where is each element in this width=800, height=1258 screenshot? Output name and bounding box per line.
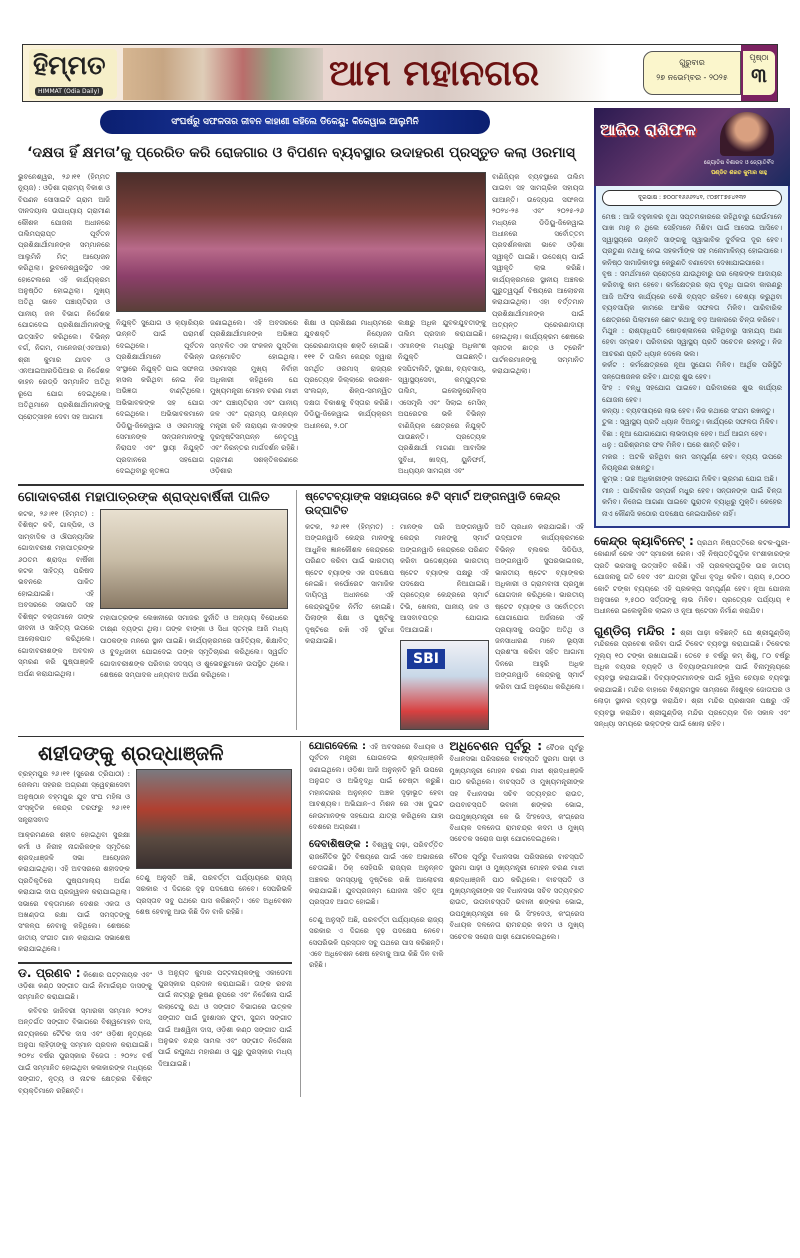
lead-col-3: ଜଣାଇଥିଲେ। ଏହି ଅବସରରେ ପ୍ରଶିକ୍ଷାର୍ଥୀମାନଙ୍କ ଅଭିଜ୍ଞତା ସମ୍ବଳିତ ଏକ ସଂକଳନ ପୁସ୍ତିକା ଉନ୍ମୋଚିତ ହୋଇଥିଲା। ଓରମାସ୍‌ର ମୁଖ୍ୟ ନିର୍ବାହୀ ଅଧିକାରୀ କହିଥିଲେ ଯେ ମୁଖ୍ୟମନ୍ତ୍ରୀ ମୋହନ ଚରଣ ମାଝୀ ଏବଂ ପଞ୍ଚାୟତିରାଜ ଏବଂ ପାନୀୟ ଜଳ ଏବଂ ଗ୍ରାମ୍ୟ ଉନ୍ନୟନ ମନ୍ତ୍ରୀ ରବି ନାରାୟଣ ନାଏକଙ୍କ ଦୂରଦୃଷ୍ଟିସମ୍ପନ୍ନ ନେତୃତ୍ୱ ଏବଂ ନିରନ୍ତର ମାର୍ଗଦର୍ଶନ ରହିଛି। ଗ୍ରାମୀଣ ସଶକ୍ତିକରଣରେ ଓଡ଼ିଶାର [210, 319, 298, 476]
lead-col-6: ବାଣିଜ୍ୟିକ ବ୍ୟବସ୍ଥାରେ ତାଲିମ ପାଇବା ସହ ସାମଗ୍ରିକ ସହାୟତା ପାଆନ୍ତି। ଉଦ୍ୟୋଗ ସଫଳତା ୨୦୨୪-୨୫ ଏବଂ ୨୦୨୫-୨୬ ମଧ୍ୟରେ ଡିଡିୟୁ-ଜିକେୱାଇ ଅଧୀନରେ ସର୍ବୋତ୍ତମ ପ୍ରଦର୍ଶନକାରୀ ଭାବେ ଓଡ଼ିଶା ସ୍ୱୀକୃତି ପାଇଛି। ଉଦ୍ଦେଶ୍ୟ ପାଇଁ ସ୍ୱୀକୃତି ଲାଭ କରିଛି। କାର୍ଯ୍ୟକ୍ରମରେ ସ୍ଥାନୀୟ ଅଞ୍ଚଳର ଗୁରୁତ୍ୱପୂର୍ଣ ବିଷୟରେ ଆଲୋଚନା କରାଯାଇଥିଲା। ଏହା ବର୍ତ୍ତମାନ ପ୍ରଶିକ୍ଷାର୍ଥୀମାନଙ୍କ ପାଇଁ ଅତ୍ୟନ୍ତ ପ୍ରେରଣାଦାୟୀ ହୋଇଥିଲା। କାର୍ଯ୍ୟକ୍ରମ ଶେଷରେ ସ୍ନାତକ ଛାତ୍ର ଓ ଟ୍ରେନିଂ ପାର୍ଟନରମାନଙ୍କୁ ସମ୍ମାନିତ କରାଯାଇଥିଲା। [492, 173, 584, 375]
lead-headline: ‘ଦକ୍ଷତା ହିଁ କ୍ଷମତା’କୁ ପ୍ରେରିତ କରି ରୋଜଗାର ଓ ବିପଣନ ବ୍ୟବସ୍ଥାର ଉଦାହରଣ ପ୍ରସ୍ତୁତ କଲା ଓରମାସ୍ [27, 145, 575, 161]
anganwadi-headline: ଷ୍ଟେଟବ୍ୟାଙ୍କ ସହାୟତାରେ ୫ଟି ସ୍ମାର୍ଟ ଅଙ୍ଗନୱାଡି କେନ୍ଦ୍ର ଉଦ୍‌ଘାଟିତ [305, 490, 561, 517]
horoscope-body-box [594, 186, 790, 528]
lead-col-1: ଭୁବନେଶ୍ୱର, ୨୬।୧୧ (ହିମ୍ମତ ନ୍ୟୁଜ) : ଓଡ଼ିଶା ଗ୍ରାମ୍ୟ ବିକାଶ ଓ ବିପଣନ ସୋସାଇଟି ଗ୍ରାମ ଆଜି ଦୀନଦୟାଲ ଉପାଧ୍ୟାୟ ଗ୍ରାମୀଣ କୌଶଳ ଯୋଜନା ଅଧୀନରେ ତାଲିମପ୍ରାପ୍ତ ପୂର୍ବତନ ପ୍ରଶିକ୍ଷାର୍ଥୀମାନଙ୍କ ସମ୍ମାନରେ ଆଲୁମିନି ମିଟ୍ ଆୟୋଜନ କରିଥିଲା। ଭୁବନେଶ୍ୱରସ୍ଥିତ ଏକ ହୋଟେଲରେ ଏହି କାର୍ଯ୍ୟକ୍ରମ ଅନୁଷ୍ଠିତ ହୋଇଥିଲା। ମୁଖ୍ୟ ଅତିଥି ଭାବେ ପଞ୍ଚାୟତିରାଜ ଓ ପାନୀୟ ଜଳ ବିଭାଗ ନିର୍ଦ୍ଦେଶକ ଯୋଗଦେଇ ପ୍ରଶିକ୍ଷାର୍ଥୀମାନଙ୍କୁ ଉତ୍ସାହିତ କରିଥିଲେ। ବିଭିନ୍ନ ବର୍ଗ, ନିଗମ, ମାନେଜର(ଏଚଆର) ଶ୍ରୀ କୁମାର ଯାଦବ ଓ ଏନଆଇଆରଡିପିଆର ର ନିର୍ଦ୍ଦେଶକ କାହନ ରେଡ୍ଡି ସମ୍ମାନିତ ଅତିଥି ରୂପେ ଯୋଗ ଦେଇଥିଲେ। ଅତିଥିମାନେ ପ୍ରଶିକ୍ଷାର୍ଥୀମାନଙ୍କୁ ପ୍ରୋତ୍ସାହନ ଦେବା ସହ ଆଗାମୀ [18, 173, 110, 421]
gundicha-lead [594, 623, 790, 731]
shahid-body: ଆକ୍ରମଣରେ ଶହୀଦ ହୋଇଥିବା ସୁରକ୍ଷା କର୍ମୀ ଓ ନିରୀହ ନାଗରିକଙ୍କ ସ୍ମୃତିରେ ଶ୍ରଦ୍ଧାଞ୍ଜଳି ସଭା ଆୟୋଜନ କରାଯାଇଥିଲା। ଏହି ଅବସରରେ ଶହୀଦଙ୍କ ପ୍ରତିକୃତିରେ ପୁଷ୍ପମାଲ୍ୟ ଅର୍ପଣ କରାଯାଇ ଦୀପ ପ୍ରଜ୍ୱଳନ କରାଯାଇଥିଲା। ସଭାରେ ବକ୍ତାମାନେ ଦେଶର ଏକତା ଓ ଅଖଣ୍ଡତା ରକ୍ଷା ପାଇଁ ସମସ୍ତଙ୍କୁ ସଂକଳ୍ପ ନେବାକୁ କହିଥିଲେ। ଶେଷରେ ଜାତୀୟ ସଂଗୀତ ଗାନ କରାଯାଇ ସଭାଶେଷ କରାଯାଇଥିଲେ। [18, 831, 130, 954]
horoscope-text: ମେଷ : ଆଜି ବହୁକାଳର ବୃଥା ସପ୍ତମକାରରେ ରହିଥିବାରୁ ଯେଉଁମାନେ ପାଖ ମାନୁ ନ ଥିଲେ ସେହିମାନେ ମିଶିବା ପାଇଁ ଆସେଇ ଆସିବେ। ସ୍ୱାସ୍ଥ୍ୟରେ ଉନ୍ନତି ସାଙ୍ଗକୁ ସ୍ୱାଭାବିକ ଦୁର୍ବଳତା ଦୂର ହେବ। ପ୍ରତୁଣା ନଥାକୁ ନେଇ ସହକର୍ମୀଙ୍କ ସହ ମନୋମାଳିନ୍ୟ ହୋଇପାରେ। କନିଷ୍ଠ ସାମାଜିକାବସ୍ଥା କେରୁଣତି ବଣାଦେବା ଦେଖାଯାଇପାରେ। ବୃଷ : ସମର୍ଥମାନେ ପ୍ରୋତ୍ସେ ଯାଉଥିବାରୁ ପର ଲୋକଙ୍କ ଆଦାୟର କରିବାକୁ କାମ ହେବେ। କର୍ମକ୍ଷେତ୍ରର ଚାପ ବୃଦ୍ଧି ପାଇବା କାରଣରୁ ଆଜି ଅଫିସ କାର୍ଯ୍ୟରେ ବେଶି ବ୍ୟସ୍ତ ରହିବେ। ବେଶ୍ୟା କରୁଥିବା ବ୍ୟବସାୟିକ କାମରେ ଆଂଶିକ ସଫଳତା ମିଳିବ। ପାରିବାରିକ କ୍ଷେତ୍ରରେ ପିଲାମାନେ ଛୋଟ କଥାକୁ ବଡ଼ ଆକାରରେ ଚିନ୍ତା କରିବେ। ମିଥୁନ : ରାଶ୍ୟାଧିପତି ଷୋଡ଼ଶ୍ଳାନରେ ରହିଥିବାରୁ ସାହାଯ୍ୟ ଅଣା ହେବା ସମ୍ଭବ। ପରିବାରର ସ୍ୱାସ୍ଥ୍ୟ ପ୍ରତି ସଚେତନ ରହନ୍ତୁ। ନିଜ ଆଚରଣ ପ୍ରତି ଧ୍ୟାନ ଦେଲେ ଭଲ। କର୍କଟ : କର୍ମକ୍ଷେତ୍ରରେ ନୂଆ ସୁଯୋଗ ମିଳିବ। ଆର୍ଥିକ ପରିସ୍ଥିତି ସନ୍ତୋଷଜନକ ରହିବ। ଯାତ୍ରା ଶୁଭ ହେବ। ସିଂହ : ବନ୍ଧୁ ସହଯୋଗ ପାଇବେ। ପରିବାରରେ ଶୁଭ କାର୍ଯ୍ୟର ଯୋଜନା ହେବ। କନ୍ୟା : ବ୍ୟବସାୟରେ ଲାଭ ହେବ। ନିଜ କଥାରେ ସଂଯମ ରଖନ୍ତୁ। ତୁଳା : ସ୍ୱାସ୍ଥ୍ୟ ପ୍ରତି ଧ୍ୟାନ ଦିଅନ୍ତୁ। କାର୍ଯ୍ୟରେ ସଫଳତା ମିଳିବ। ବିଛା : ନୂଆ ଯୋଗାଯୋଗ ଲାଭଦାୟକ ହେବ। ଅର୍ଥ ଆଗମ ହେବ। ଧନୁ : ପରିଶ୍ରମର ଫଳ ମିଳିବ। ଘରେ ଶାନ୍ତି ରହିବ। ମକର : ଅଟକି ରହିଥିବା କାମ ସମ୍ପୂର୍ଣ୍ଣ ହେବ। ବ୍ୟୟ ଉପରେ ନିୟନ୍ତ୍ରଣ ରଖନ୍ତୁ। କୁମ୍ଭ : ଉଚ୍ଚ ଅଧିକାରୀଙ୍କ ସହଯୋଗ ମିଳିବ। ଭ୍ରମଣ ଯୋଗ ଅଛି। ମୀନ : ପାରିବାରିକ ସମ୍ପର୍କ ମଧୁର ହେବ। ସନ୍ତାନଙ୍କ ପାଇଁ ଚିନ୍ତା କମିବ। ନିଜେଇ ଆଗଣା ପାଇବେ ପୁରାତନ ବ୍ୟାଧିରୁ ମୁକ୍ତି। କେହେର ନାଏ କୌଣସି କଠୋର ପଦକ୍ଷେପ ନେଇପାରିବେ ନାହିଁ। [602, 213, 782, 518]
horoscope-title: ଆଜିର ରାଶିଫଳ [600, 120, 696, 139]
lead-text: ବୈଠକ ପୂର୍ବରୁ ବିଧାନସଭା ପରିସରରେ ବାଚସ୍ପତି ସୁରମା ପାଢ଼ୀ ଓ ମୁଖ୍ୟମନ୍ତ୍ରୀ ମୋହନ ଚରଣ ମାଝୀ ଶ୍ରଦ୍ଧାଞ୍ଜଳି ପାଠ କରିଥିଲେ। ବାଚସ୍ପତି ଓ ମୁଖ୍ୟମନ୍ତ୍ରୀଙ୍କ ସହ ବିଧାନସଭା ସଚିବ ସତ୍ୟବ୍ରତ ରାଉତ, ଉପବାଚସ୍ପତି ଭବାନୀ ଶଙ୍କର ଭୋଇ, ଉପମୁଖ୍ୟମନ୍ତ୍ରୀ କେ ଭି ସିଂହଦେଓ, କଂଗ୍ରେସ ବିଧାୟକ ଦଳନେତା ରାମଚନ୍ଦ୍ର କଦମ ଓ ମୁଖ୍ୟ ସଚେତକ ସରୋଜ ପାଢ଼ୀ ଯୋଗଦେଇଥିଲେ। [449, 744, 584, 844]
anganwadi-photo [400, 640, 489, 730]
pranab-block [18, 965, 292, 1097]
lead-label: ଅଧିବେଶନ ପୂର୍ବରୁ : [449, 739, 542, 754]
logo-text: ହିମ୍ମତ [33, 51, 106, 81]
anganwadi-block [305, 490, 584, 730]
page-title: ଆମ ମହାନଗର [329, 52, 540, 94]
newspaper-logo [29, 49, 117, 99]
assembly-lead-1 [309, 741, 444, 833]
author-name: ପଣ୍ଡିତ ଶରତ କୁମାର ସାହୁ [711, 170, 767, 176]
anganwadi-col-1: କଟକ, ୨୬।୧୧ (ହିମ୍ମତ) : ଅଙ୍ଗନୱାଡି କେନ୍ଦ୍ର ମାନଙ୍କୁ ଆଧୁନିକ ଜ୍ଞାନକୌଶଳ କେନ୍ଦ୍ରରେ ପରିଣତ କରିବା ପାଇଁ ଭାରତୀୟ ଷ୍ଟେଟ ବ୍ୟାଙ୍କ ଏକ ପଦକ୍ଷେପ ନେଇଛି। କର୍ପୋରେଟ ସାମାଜିକ ଦାୟିତ୍ୱ ଅଧୀନରେ ଏହି କେନ୍ଦ୍ରଗୁଡ଼ିକ ନିର୍ମିତ ହୋଇଛି। ପିଲାଙ୍କ ଶିକ୍ଷା ଓ ପୁଷ୍ଟିକୁ ଦୃଷ୍ଟିରେ ରଖି ଏହି ସୁବିଧା କରାଯାଇଛି। [305, 523, 394, 646]
cabinet-lead [594, 536, 790, 618]
lead-text: ବିଶ୍ୱକୁ ଗଢ଼ା, ପରିବର୍ତ୍ତିତ ରାଜନୈତିକ ସ୍ଥିତି ବିଷୟରେ ପାଇଁ ଏବେ ଅଭାରରେ ଚେତାଇଛି। ଠିକ୍ ସେହିପରି ରାଜ୍ୟର ଅନୁନ୍ନତ ଅଞ୍ଚଳର ସମସ୍ୟାକୁ ଦୃଷ୍ଟିରେ ରଖି ଆଲୋଚନା କରାଯାଇଛି। ଯୁବପ୍ରଜନ୍ମ ଯୋଜନା ସହିତ ନୂଆ ପ୍ରସ୍ତାବ ଆଗତ ହୋଇଛି। [309, 841, 444, 907]
issue-day: ଗୁରୁବାର [679, 58, 705, 67]
shahid-body-continued: ତେଣୁ ଅନୁସ୍ତି ଅଛି, ପରବର୍ତ୍ତୀ ପର୍ଯ୍ୟାୟରେ ରାଜ୍ୟ ସରକାର ଏ ଦିଗରେ ଦୃଢ଼ ପଦକ୍ଷେପ ନେବେ। ସେପରିଭଳି ପ୍ରସ୍ତାବ ସବୁ ପଥରେ ପାସ କରିଛନ୍ତି। ଏବେ ଅଧିବେଶନ ଶେଷ ହେବାକୁ ଆଉ କିଛି ଦିନ ବାକି ରହିଛି। [136, 874, 292, 917]
assembly-lead-2 [309, 839, 444, 908]
godabarish-body: ମହାପାତ୍ରଙ୍କ ଲେଖନୀରେ ସମାଜର ଦୁର୍ନୀତି ଓ ଅନ୍ୟାୟ ବିରୋଧରେ ତୀକ୍ଷ୍ଣ ବ୍ୟଙ୍ଗ ଥିଲା। ତାଙ୍କ ବାଙ୍କା ଓ ସିଧା ସ୍ତମ୍ଭ ଆଜି ମଧ୍ୟ ପାଠକଙ୍କ ମନରେ ସ୍ଥାନ ପାଇଛି। କାର୍ଯ୍ୟକ୍ରମରେ ସାହିତ୍ୟିକ, ଶିକ୍ଷାବିତ୍ ଓ ବୁଦ୍ଧିଜୀବୀ ଯୋଗଦେଇ ତାଙ୍କ ସ୍ମୃତିଚାରଣ କରିଥିଲେ। ସ୍ୱର୍ଗତ ଗୋଦାବରୀଶଙ୍କ ପରିବାର ସଦସ୍ୟ ଓ ଶୁଭେଚ୍ଛୁମାନେ ଉପସ୍ଥିତ ଥିଲେ। ଶେଷରେ ସମ୍ପାଦକ ଧନ୍ୟବାଦ ଅର୍ପଣ କରିଥିଲେ। [100, 614, 288, 680]
middle-flow [18, 484, 584, 1097]
godabarish-intro: କଟକ, ୨୬।୧୧ (ହିମ୍ମତ) : ବିଶିଷ୍ଟ କବି, ଗାଳ୍ପିକ, ଓ ସାମ୍ବାଦିକ ଓ ଔପନ୍ୟାସିକ ଗୋଦାବରୀଶ ମହାପାତ୍ରଙ୍କ ୬୦ତମ ଶ୍ରାଦ୍ଧ ବାର୍ଷିକୀ କଟକ ସାହିତ୍ୟ ପରିଷଦ ଭବନରେ ପାଳିତ ହୋଇଯାଇଛି। ଏହି ଅବସରରେ ସଭାପତି ସହ ବିଶିଷ୍ଟ ବକ୍ତାମାନେ ତାଙ୍କ ଜୀବନୀ ଓ ସାହିତ୍ୟ ଉପରେ ଆଲୋକପାତ କରିଥିଲେ। ଗୋଦାବରୀଶଙ୍କ ଅବଦାନ ସ୍ମରଣ କରି ପୁଷ୍ପାଞ୍ଜଳି ଅର୍ପଣ କରାଯାଇଥିଲା। [18, 510, 94, 678]
divider [18, 484, 584, 486]
lead-label: ଗୁଣ୍ଡିଚା ମନ୍ଦିର : [594, 623, 676, 638]
author-title: ଜ୍ୟୋତିଷ ବିଶାରଦ ଓ ଜ୍ୟୋତିର୍ବିଦ [703, 160, 775, 166]
anganwadi-col-2: ମାନଙ୍କ ପରି ଅଙ୍ଗନୱାଡି କେନ୍ଦ୍ର ମାନଙ୍କୁ ସ୍ମାର୍ଟ ଅଙ୍ଗନୱାଡି କେନ୍ଦ୍ରରେ ପରିଣତ କରିବା ଉଦ୍ଦେଶ୍ୟରେ ଭାରତୀୟ ଷ୍ଟେଟ ବ୍ୟାଙ୍କ ପକ୍ଷରୁ ଏହି ପଦକ୍ଷେପ ନିଆଯାଇଛି। ପ୍ରତ୍ୟେକ କେନ୍ଦ୍ରରେ ସ୍ମାର୍ଟ ଟିଭି, ଖେଳନା, ପାନୀୟ ଜଳ ଓ ଆସବାବପତ୍ର ଯୋଗାଇ ଦିଆଯାଇଛି। [400, 523, 489, 634]
assembly-block [309, 741, 584, 1097]
lead-label: ଡ. ପ୍ରଣବ : [18, 965, 81, 980]
shahid-headline: ଶହୀଦଙ୍କୁ ଶ୍ରଦ୍ଧାଞ୍ଜଳି [38, 741, 224, 766]
lead-col-2: ନିଯୁକ୍ତି ସୁଯୋଗ ଓ କ୍ୟାରିୟର ଉନ୍ନତି ପାଇଁ ପରାମର୍ଶ ଦେଇଥିଲେ। ପୂର୍ବତନ ପ୍ରଶିକ୍ଷାର୍ଥୀମାନେ ବିଭିନ୍ନ ସଂସ୍ଥାରେ ନିଯୁକ୍ତି ପାଇ ସଫଳତା ହାସଲ କରିଥିବା ନେଇ ନିଜ ଅଭିଜ୍ଞତା ବାଣ୍ଟିଥିଲେ। ଅଭିଭାବକଙ୍କ ସହ ଯୋଗ ଦେଇଥିଲେ। ଅଭିଭାବକମାନେ ଡିଡିୟୁ-ଜିକେୱାଇ ଓ ଓରମାସ୍‌କୁ ସେମାନଙ୍କ ସନ୍ତାନମାନଙ୍କୁ ନିରାପଦ ଏବଂ ସ୍ଥାୟୀ ନିଯୁକ୍ତି ପ୍ରଦାନରେ ସହଯୋଗ ଦେଇଥିବାରୁ କୃତଜ୍ଞତା [116, 319, 204, 476]
lead-photo [116, 172, 486, 312]
masthead-photo-collage [123, 48, 323, 100]
horoscope-header [594, 108, 790, 186]
lead-col-4: ଶିକ୍ଷା ଓ ପ୍ରଶିକ୍ଷଣ ମାଧ୍ୟମରେ ଯୁବଶକ୍ତି ନିୟୋଜନ ପ୍ରେରଣାଦାୟକ ଶକ୍ତି ହୋଇଛି। ୧୧୧ ଟି ତାଲିମ କେନ୍ଦ୍ର ଦ୍ୱାରା ସମର୍ଥିତ ଓରମାସ୍ ରାଜ୍ୟର ପ୍ରତ୍ୟେକ ଜିଲ୍ଲାରେ କଉଶଳ-ସଂଲଗ୍ନ, ଶିଳ୍ପ-ସମନ୍ୱିତ ଦକ୍ଷତା ବିକାଶକୁ ବିସ୍ତାର କରିଛି। ଡିଡିୟୁ-ଜିକେୱାଇ କାର୍ଯ୍ୟକ୍ରମ ଅଧୀନରେ, ୨.୦୮ [304, 319, 392, 430]
lead-text: କିଶୋର ପଟ୍ଟନାୟକ ଏବଂ ଓଡ଼ିଶା କଣ୍ଠ ସଙ୍ଗୀତ ପାଇଁ ନିମାଇଁଚାନ୍ଦ ଦାସଙ୍କୁ ସମ୍ମାନିତ କରାଯାଇଛି। [18, 970, 153, 1002]
assembly-col-extra: ତେଣୁ ଅନୁସ୍ତି ଅଛି, ପରବର୍ତ୍ତୀ ପର୍ଯ୍ୟାୟରେ ରାଜ୍ୟ ସରକାର ଏ ଦିଗରେ ଦୃଢ଼ ପଦକ୍ଷେପ ନେବେ। ସେପରିଭଳି ପ୍ରସ୍ତାବ ସବୁ ପଥରେ ପାସ କରିଛନ୍ତି। ଏବେ ଅଧିବେଶନ ଶେଷ ହେବାକୁ ଆଉ କିଛି ଦିନ ବାକି ରହିଛି। [309, 915, 444, 970]
shahid-photo [136, 769, 292, 869]
issue-date: ୨୭ ନଭେମ୍ବର - ୨୦୨୫ [656, 73, 728, 82]
lead-kicker-banner: ସଂଘର୍ଷରୁ ସଫଳତାର ଜୀବନ କାହାଣୀ କହିଲେ ଡିକେୟୁ: କିକେୱାଇ ଆଲୁମିନି [100, 110, 490, 134]
lead-text: ଶ୍ରୀ ପାଢ଼ୀ କହିଛନ୍ତି ଯେ ଶ୍ରୀଗୁଣ୍ଡିଚା ମନ୍ଦିରରେ ପ୍ରବେଶ କରିବା ପାଇଁ ଟିକେଟ ବ୍ୟବସ୍ଥା କରାଯାଇଛି। ଟିକେଟର ମୂଲ୍ୟ ୧୦ ଟଙ୍କା ରଖାଯାଇଛି। ତେବେ ୫ ବର୍ଷରୁ କମ୍ ଶିଶୁ, ୮୦ ବର୍ଷରୁ ଅଧିକ ବୟସର ବ୍ୟକ୍ତି ଓ ଦିବ୍ୟାଙ୍ଗମାନଙ୍କ ପାଇଁ ବିନାମୂଲ୍ୟରେ ବ୍ୟବସ୍ଥା କରାଯାଇଛି। ଦିବ୍ୟାଙ୍ଗମାନଙ୍କ ପାଇଁ ହ୍ୱିଲ ଚେୟାର ବ୍ୟବସ୍ଥା କରାଯାଇଛି। ମନ୍ଦିର ବାହାରେ ବିଶ୍ରାମସ୍ଥଳ ସାମ୍ନାରେ ନିଃଶୁଳ୍କ ଜୋତାଘର ଓ ଲୋଡ଼ା ସ୍ଥାନର ବ୍ୟବସ୍ଥା କରାଯିବ। ଶ୍ରୀ ମନ୍ଦିର ପ୍ରଶାସନ ପକ୍ଷରୁ ଏହି ବ୍ୟବସ୍ଥା କରାଯିବ। ଶ୍ରୀଗୁଣ୍ଡିଚା ମନ୍ଦିର ପ୍ରତ୍ୟେକ ଦିନ ସକାଳ ଏବଂ ସନ୍ଧ୍ୟା ସମୟରେ ଭକ୍ତଙ୍କ ପାଇଁ ଖୋଲା ରହିବ। [594, 628, 790, 729]
page-number-box [741, 45, 777, 101]
assembly-col-extra-2: ବୈଠକ ପୂର୍ବରୁ ବିଧାନସଭା ପରିସରରେ ବାଚସ୍ପତି ସୁରମା ପାଢ଼ୀ ଓ ମୁଖ୍ୟମନ୍ତ୍ରୀ ମୋହନ ଚରଣ ମାଝୀ ଶ୍ରଦ୍ଧାଞ୍ଜଳି ପାଠ କରିଥିଲେ। ବାଚସ୍ପତି ଓ ମୁଖ୍ୟମନ୍ତ୍ରୀଙ୍କ ସହ ବିଧାନସଭା ସଚିବ ସତ୍ୟବ୍ରତ ରାଉତ, ଉପବାଚସ୍ପତି ଭବାନୀ ଶଙ୍କର ଭୋଇ, ଉପମୁଖ୍ୟମନ୍ତ୍ରୀ କେ ଭି ସିଂହଦେଓ, କଂଗ୍ରେସ ବିଧାୟକ ଦଳନେତା ରାମଚନ୍ଦ୍ର କଦମ ଓ ମୁଖ୍ୟ ସଚେତକ ସରୋଜ ପାଢ଼ୀ ଯୋଗଦେଇଥିଲେ। [449, 852, 584, 941]
astrologer-photo [720, 112, 774, 156]
horoscope-author [690, 158, 788, 178]
masthead [22, 44, 778, 102]
godabarish-photo [100, 509, 288, 609]
page-label: ପୃଷ୍ଠା [749, 53, 769, 62]
row-shahid-assembly [18, 741, 584, 1097]
row-godabarish-anganwadi [18, 490, 584, 730]
lead-label: କେନ୍ଦ୍ର କ୍ୟାବିନେଟ୍ : [594, 534, 694, 548]
lead-col-5: ଲକ୍ଷରୁ ଅଧିକ ଯୁବକଯୁବତୀଙ୍କୁ ତାଲିମ ପ୍ରଦାନ କରାଯାଇଛି। ଏମାନଙ୍କ ମଧ୍ୟରୁ ଅଧିକାଂଶ ନିଯୁକ୍ତି ପାଇଛନ୍ତି। ହସପିଟାଲିଟି, ସୁରକ୍ଷା, ବ୍ୟବସାୟ, ସ୍ୱାସ୍ଥ୍ୟସେବା, କମ୍ପ୍ୟୁଟର ତାଲିମ, ଇଲେକ୍ଟ୍ରୋନିକ୍ସ ଏସେମ୍ବ୍ଲି ଏବଂ ସିଲାଇ ମେସିନ୍ ଅପରେଟର ଭଳି ବିଭିନ୍ନ ବାଣିଜ୍ୟିକ କ୍ଷେତ୍ରରେ ନିଯୁକ୍ତି ପାଉଛନ୍ତି। ପ୍ରତ୍ୟେକ ପ୍ରଶିକ୍ଷାର୍ଥୀ ମାଗଣା ଆବାସିକ ସୁବିଧା, ଖାଦ୍ୟ, ୟୁନିଫର୍ମ, ଅଧ୍ୟୟନ ସାମଗ୍ରୀ ଏବଂ [398, 319, 486, 476]
column-divider [300, 741, 301, 1097]
pranab-body: କବିବର ଜାଜିବରୀ ସ୍ମାରକୀ ସମ୍ମାନ ୨୦୨୪ ଅନ୍ତର୍ଗତ ସଙ୍ଗୀତ ବିଭାଗରେ ବିଶ୍ୱମୋହନ ଦାସ, ନାଟ୍ୟକରେ ଟୈଟିକ ଦାସ ଏବଂ ଓଡ଼ିଶୀ ନୃତ୍ୟରେ ଅନୁପା ଲାହିଡ଼ୀଙ୍କୁ ସମ୍ମାନ ପ୍ରଦାନ କରାଯାଇଛି। ୨୦୨୪ ବର୍ଷର ପୁରସ୍କାର ବିଜେତା : ୨୦୨୪ ବର୍ଷ ପାଇଁ ସମ୍ମାନିତ ହୋଇଥିବା କଳାକାରଙ୍କ ମଧ୍ୟରେ ସଙ୍ଗୀତ, ନୃତ୍ୟ ଓ ନାଟକ କ୍ଷେତ୍ରର ବିଶିଷ୍ଟ ବ୍ୟକ୍ତିମାନେ ରହିଛନ୍ତି। [18, 1006, 152, 1095]
lead-text: ପ୍ରଥମ ନିଷ୍ପତ୍ତିରେ କଟକ-ପୁରୀ-କୋଣାର୍କ ରେଳ ଏବଂ ସ୍ମାରକୀ ରେଳ। ଏହି ନିଷ୍ପତ୍ତିଗୁଡ଼ିକ ବାଂଶୀକାରଙ୍କ ପ୍ରତି ଭରସାକୁ ଉତ୍ସାହିତ କରିଛି। ଏହି ପ୍ରକଳ୍ପଗୁଡ଼ିକ ଉଚ୍ଚ ଜାତୀୟ ଯୋଜନାକୁ ଗତି ଦେବ ଏବଂ ଯାତ୍ରୀ ସୁବିଧା ବୃଦ୍ଧି କରିବ। ପ୍ରାୟ ୫,୦୦୦ କୋଟି ଟଙ୍କା ବ୍ୟୟରେ ଏହି ପ୍ରକଳ୍ପ ସମ୍ପୂର୍ଣ୍ଣ ହେବ। ନୂଆ ଯୋଜନା ଅନୁସାରେ ୨,୫୦୦ ସର୍ତ୍ତାଙ୍କୁ ଲାଭ ମିଳିବ। ପ୍ରତ୍ୟେକ ପର୍ଯ୍ୟାୟ ୧ ଅଧୀନରେ ଇଲେକ୍ଟ୍ରିକ ଲାଇନ ଓ ନୂଆ ଷ୍ଟେସନ ନିର୍ମାଣ କରାଯିବ। [594, 539, 790, 616]
column-divider [296, 490, 297, 730]
godabarish-block [18, 490, 288, 730]
godabarish-headline: ଗୋଦାବରୀଶ ମହାପାତ୍ରଙ୍କ ଶ୍ରାଦ୍ଧବାର୍ଷିକୀ ପାଳିତ [18, 490, 270, 505]
divider [18, 962, 292, 964]
date-box [643, 51, 741, 95]
shahid-block [18, 741, 292, 1097]
pranab-body-2: ଓ ଅନ୍ୟୁତ କୁମାର ପଟ୍ଟନାୟକଙ୍କୁ ଏକାଡେମୀ ପୁରସ୍କାର ପ୍ରଦାନ କରାଯାଇଛି। ତାଙ୍କ ରଚନା ପାଇଁ ନାଟ୍ୟରୁ ଭୂଷଣ ରୂପରେ ଏବଂ ନିର୍ଦ୍ଦେଶନା ପାଇଁ ଲଲାଟେନ୍ଦୁ ରଥ ଓ ସଙ୍ଗୀତ ବିଭାଗରେ ଉତ୍କଳ ସଙ୍ଗୀତ ପାଇଁ ଦୁଃଶାସନ ଫୁଟା, ସୁଗମ ସଙ୍ଗୀତ ପାଇଁ ଆଶ୍ୱିନୀ ଦାସ, ଓଡ଼ିଶୀ କଣ୍ଠ ସଙ୍ଗୀତ ପାଇଁ ଅନୁଭବ ଚନ୍ଦ୍ର ସାମଲ ଏବଂ ସଙ୍ଗୀତ ନିର୍ଦ୍ଦେଶନା ପାଇଁ ରଘୁନାଥ ମହାରଣା ଓ ଗୁରୁ ପୁରସ୍କାର ମଧ୍ୟ ଦିଆଯାଇଛି। [158, 968, 292, 1068]
horoscope-phone: ଦୂରଭାଷ : ୭୦୦୮୧୬୬୬୨୪୧, ୯୦୭୮୮୭୫୪୧୩୨ [602, 190, 782, 206]
divider [18, 736, 584, 737]
right-column-flow [594, 536, 790, 731]
page-number: ୩ [751, 63, 767, 87]
shahid-intro: ବ୍ରହ୍ମପୁର ୨୬।୧୧ (ସୁରେଶ ତ୍ରିପାଠୀ) : ଜେଲମା ସହରର ଅଗ୍ରଣୀ ସ୍ୱେଚ୍ଛାସେବୀ ଅନୁଷ୍ଠାନ ବହ୍ମପୁର ଯୁବ ସଂଘ ମହିଳା ଓ ସଂସ୍କୃତିକ କେନ୍ଦ୍ର ତରଫରୁ ୨୬।୧୧ ସନ୍ତ୍ରାସବାଦ [18, 770, 130, 824]
pranab-lead [18, 965, 153, 1097]
lead-text: ଏହି ଅବସରରେ ବିଧାୟକ ଓ ପୂର୍ବତନ ମନ୍ତ୍ରୀ ଯୋଗଦେଇ ଶ୍ରଦ୍ଧାଞ୍ଜଳି ଜଣାଇଥିଲେ। ଓଡ଼ିଶା ଆଜି ଅନୁନ୍ନତି ଭୂମି ଉପରେ ଅନୁଗତ ଓ ଅଭିବୃଦ୍ଧି ପାଇଁ ଚେଷ୍ଟା କରୁଛି। ମହାନଗରର ଅନୁନ୍ନତ ଅଞ୍ଚଳ ଦୃଢ଼ୀଭୂତ ହେବା ଆବଶ୍ୟକ। ଅଭିଯାନ-ଏ ମିଶନ ରେ ଏଖ ଦୁଇଟ ନେଉମାନଙ୍କ ସହଯୋଗ ଯାତ୍ରା କରିଥିଲେ ଯାହା ଦେଶରେ ଅଗ୍ରଣୀ। [309, 743, 444, 831]
logo-subtitle: HIMMAT (Odia Daily) [35, 87, 103, 96]
sbi-sign: SBI [407, 649, 445, 669]
lead-label: ଦେବାଶିଷଙ୍କ : [309, 839, 369, 851]
anganwadi-col-3: ଅତି ପ୍ରଧାନ କରାଯାଇଛି। ଏହି ଉଦ୍‌ଘାଟନ କାର୍ଯ୍ୟକ୍ରମରେ ବିଭିନ୍ନ ବ୍ଲକର ସିଡିପିଓ, ଅଙ୍ଗନୱାଡି ସୁପରଭାଇଜର, ଭାରତୀୟ ଷ୍ଟେଟ ବ୍ୟାଙ୍କର ଅଧିକାରୀ ଓ ଗ୍ରାମବାସୀ ପ୍ରମୁଖ ଯୋଗଦାନ କରିଥିଲେ। ଭାରତୀୟ ଷ୍ଟେଟ ବ୍ୟାଙ୍କ ଓ ସର୍ବୋତ୍ତମ ଯୋଗାଯୋଗ ଅର୍ଜନାରେ ଏହି ପ୍ରୟାସକୁ ଉପସ୍ଥିତ ଅତିଥି ଓ ଜନସାଧାରଣ ମାନେ ଭୂୟସୀ ପ୍ରଶଂସା କରିବା ସହିତ ଆଗାମୀ ଦିନରେ ଆହୁରି ଅଧିକ ଅଙ୍ଗନୱାଡି କେନ୍ଦ୍ରକୁ ସ୍ମାର୍ଟ କରିବା ପାଇଁ ଅନୁରୋଧ କରିଥିଲେ। [495, 523, 584, 691]
assembly-lead-3 [450, 741, 585, 846]
lead-label: ଯୋଗଦେଲେ : [309, 741, 367, 753]
